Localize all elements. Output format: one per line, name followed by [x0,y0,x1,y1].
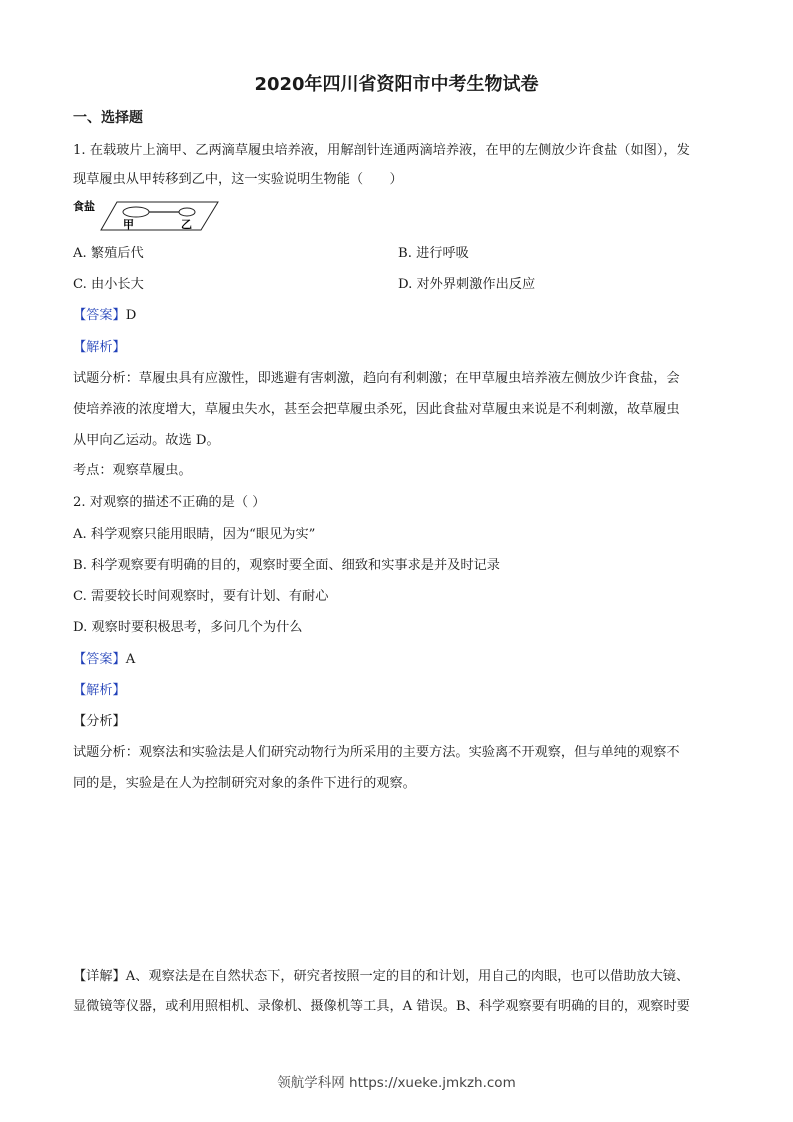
q2-analysis-line1: 试题分析：观察法和实验法是人们研究动物行为所采用的主要方法。实验离不开观察，但与单纯的观察不 [73,745,680,760]
q2-stem: 2. 对观察的描述不正确的是（ ） [73,495,266,510]
drop-left [123,207,149,217]
q2-analysis-tag: 【解析】 [73,683,126,698]
answer-value: D [125,308,137,323]
q2-option-d: D. 观察时要积极思考，多问几个为什么 [73,620,303,635]
q1-point: 考点：观察草履虫。 [73,463,192,478]
q1-analysis-line3: 从甲向乙运动。故选 D。 [73,433,220,448]
q2-option-a: A. 科学观察只能用眼睛，因为“眼见为实” [73,527,316,542]
q2-option-c: C. 需要较长时间观察时，要有计划、有耐心 [73,589,329,604]
label-jia: 甲 [123,218,134,231]
q2-answer [73,651,135,669]
detail-tag: 【详解】 [73,969,126,984]
q1-option-b: B. 进行呼吸 [398,246,469,261]
q1-option-d: D. 对外界刺激作出反应 [398,277,536,292]
drop-right [179,208,195,216]
q1-answer [73,307,136,325]
salt-label: 食盐 [73,200,95,213]
q1-option-a: A. 繁殖后代 [73,246,144,261]
q1-analysis-line2: 使培养液的浓度增大，草履虫失水，甚至会把草履虫杀死，因此食盐对草履虫来说是不利刺激，故草履虫 [73,402,680,417]
q2-fenxi-tag: 【分析】 [73,714,126,729]
label-yi: 乙 [181,218,192,231]
answer-value: A [125,652,136,667]
footer-watermark: 领航学科网 https://xueke.jmkzh.com [277,1075,516,1091]
q1-stem-line2: 现草履虫从甲转移到乙中，这一实验说明生物能（ ） [73,172,403,187]
page-title: 2020年四川省资阳市中考生物试卷 [254,74,539,95]
q1-option-c: C. 由小长大 [73,277,144,292]
q1-analysis-line1: 试题分析：草履虫具有应激性，即逃避有害刺激，趋向有利刺激；在甲草履虫培养液左侧放少许食盐，会 [73,371,680,386]
q2-detail-line1 [73,968,689,986]
glass-slide-outline [101,202,218,230]
answer-tag: 【答案】 [73,652,126,667]
answer-tag: 【答案】 [73,308,126,323]
detail-text: A、观察法是在自然状态下，研究者按照一定的目的和计划，用自己的肉眼，也可以借助放大镜、 [125,969,690,984]
salt-slide-figure [73,198,233,234]
section-heading: 一、选择题 [73,110,143,126]
slide-diagram [73,198,233,234]
q2-option-b: B. 科学观察要有明确的目的，观察时要全面、细致和实事求是并及时记录 [73,558,500,573]
q2-analysis-line2: 同的是，实验是在人为控制研究对象的条件下进行的观察。 [73,776,416,791]
q2-detail-line2: 显微镜等仪器，或利用照相机、录像机、摄像机等工具，A 错误。B、科学观察要有明确的目的，观察时要 [73,999,690,1014]
q1-analysis-tag: 【解析】 [73,340,126,355]
q1-stem-line1: 1. 在载玻片上滴甲、乙两滴草履虫培养液，用解剖针连通两滴培养液，在甲的左侧放少许食盐（如图），发 [73,143,690,158]
